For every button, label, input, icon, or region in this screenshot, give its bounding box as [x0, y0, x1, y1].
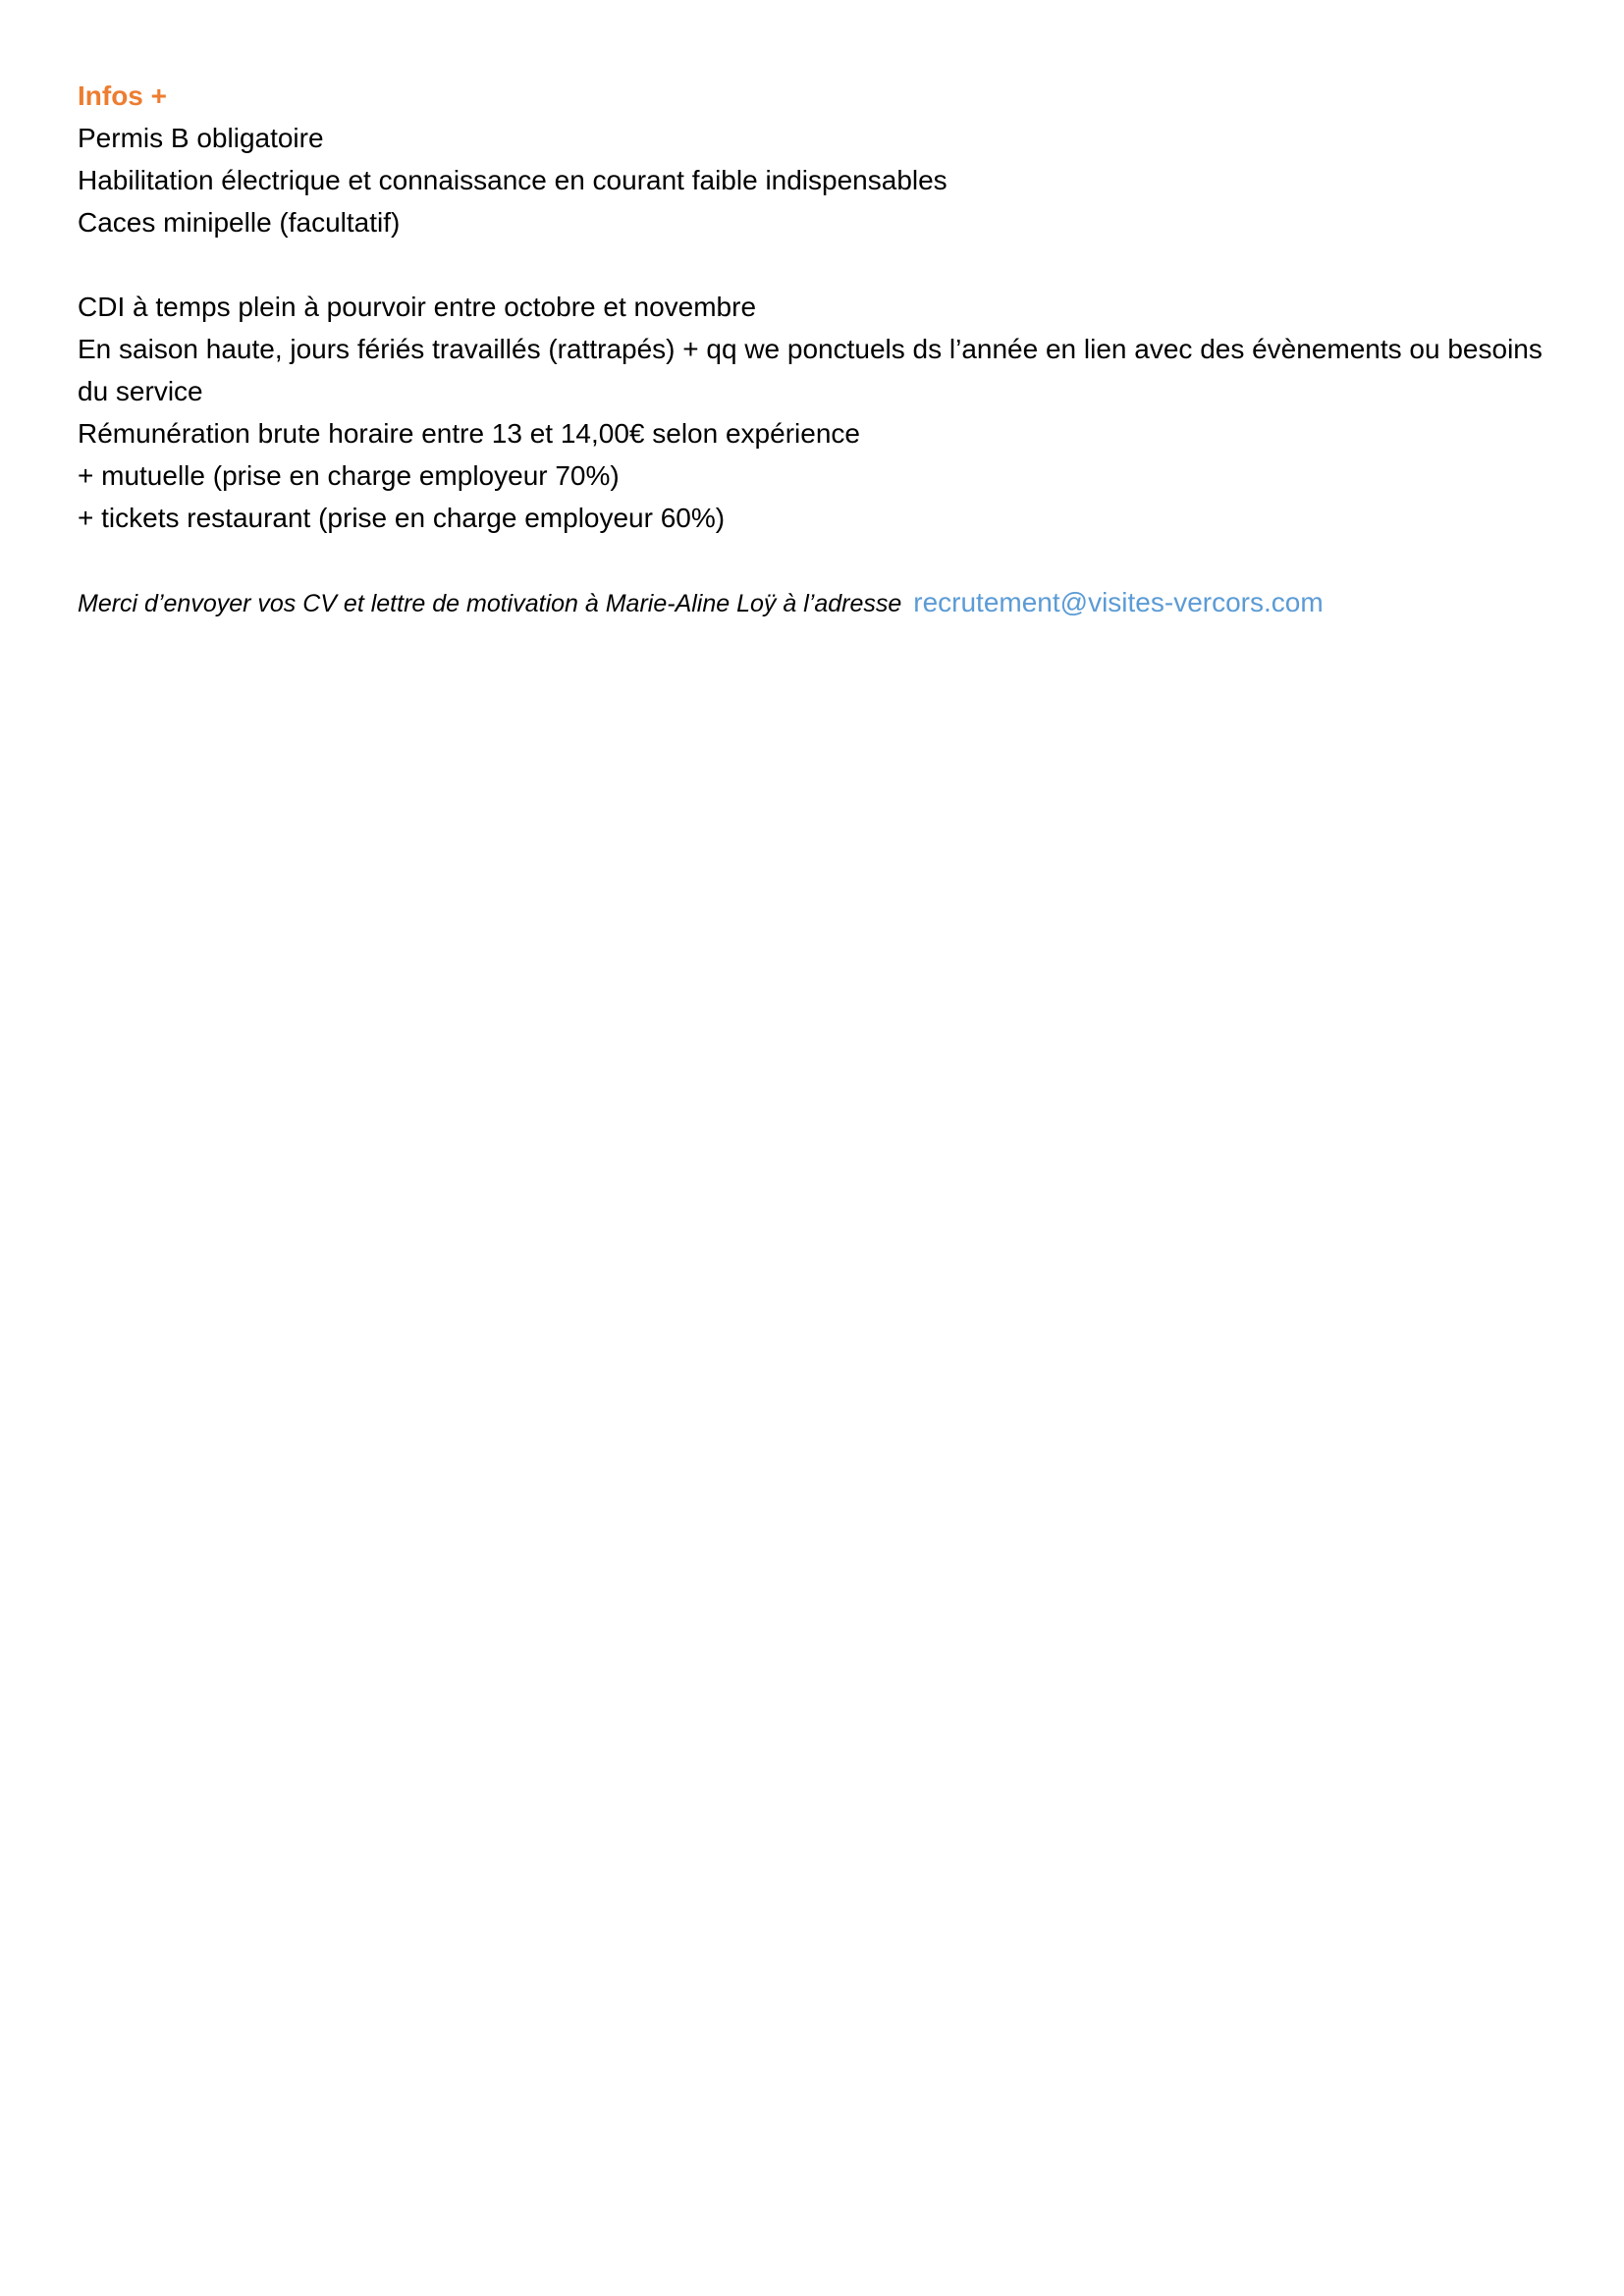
contact-instructions: Merci d’envoyer vos CV et lettre de motivation à Marie-Aline Loÿ à l’adresse: [78, 590, 902, 617]
paragraph-spacer: [78, 243, 1570, 286]
requirement-license: Permis B obligatoire: [78, 123, 324, 153]
document-body: [78, 75, 1570, 625]
condition-pay: Rémunération brute horaire entre 13 et 14,00€ selon expérience: [78, 418, 860, 449]
requirement-caces: Caces minipelle (facultatif): [78, 207, 401, 238]
condition-tickets: + tickets restaurant (prise en charge employeur 60%): [78, 503, 726, 533]
requirement-electrical: Habilitation électrique et connaissance en courant faible indispensables: [78, 165, 947, 195]
contact-line: [78, 581, 1570, 625]
condition-contract: CDI à temps plein à pourvoir entre octobre et novembre: [78, 292, 757, 322]
paragraph-spacer: [78, 539, 1570, 581]
contact-email-link[interactable]: recrutement@visites-vercors.com: [913, 587, 1324, 617]
condition-schedule: En saison haute, jours fériés travaillés (rattrapés) + qq we ponctuels ds l’année en lien avec des évènements ou besoins du service: [78, 334, 1543, 406]
section-heading: Infos +: [78, 80, 168, 111]
condition-mutual: + mutuelle (prise en charge employeur 70%): [78, 460, 620, 491]
